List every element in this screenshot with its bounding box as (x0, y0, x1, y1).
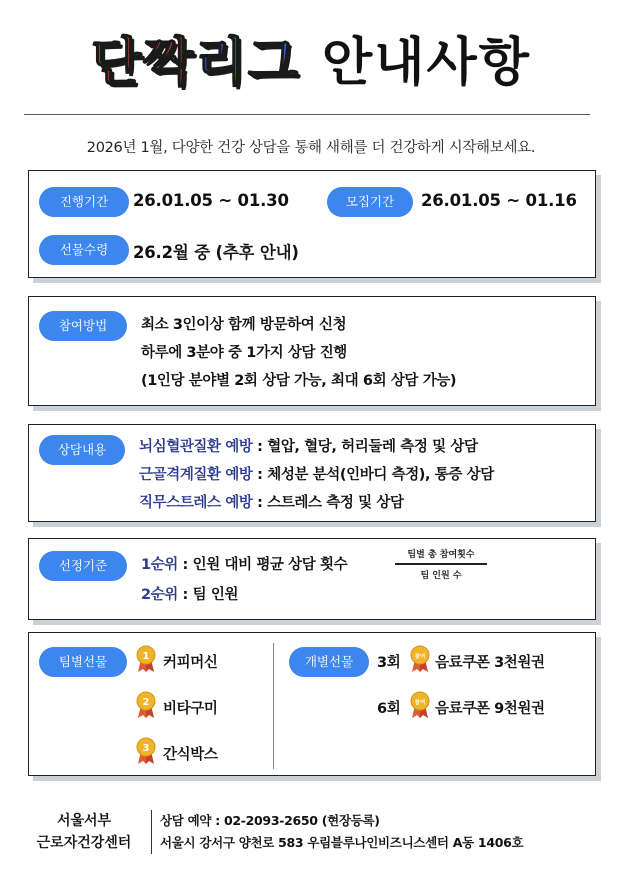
criteria-card (28, 538, 596, 620)
footer-contact (160, 810, 523, 854)
team-prize-item: 간식박스 (163, 747, 218, 763)
org-line: 근로자건강센터 (36, 835, 132, 851)
medal-2-icon (135, 691, 157, 719)
content-item (139, 463, 494, 484)
prize-divider (273, 643, 274, 769)
fraction-numerator: 팀별 총 참여횟수 (407, 550, 475, 560)
footer-org (22, 810, 146, 854)
org-line: 서울서부 (56, 813, 112, 829)
method-line: 최소 3인이상 함께 방문하여 신청 (141, 317, 347, 333)
second-text: : 팀 인원 (177, 587, 239, 603)
individual-prize-label: 개별선물 (289, 647, 369, 677)
content-detail: : 혈압, 혈당, 허리둘레 측정 및 상담 (252, 439, 478, 455)
period-label: 진행기간 (39, 187, 129, 217)
method-label: 참여방법 (39, 311, 127, 341)
footer-address: 서울시 강서구 양천로 583 우림블루나인비즈니스센터 A동 1406호 (160, 835, 524, 850)
content-detail: : 스트레스 측정 및 상담 (252, 495, 404, 511)
medal-rank: 2 (142, 697, 150, 708)
team-prize-item: 커피머신 (163, 655, 218, 671)
gift-value: 26.2월 중 (추후 안내) (133, 243, 299, 262)
schedule-card (28, 170, 596, 278)
content-label: 상담내용 (39, 435, 125, 465)
fraction-denominator: 팀 인원 수 (420, 570, 462, 581)
method-card (28, 296, 596, 406)
fraction-bar (395, 563, 487, 565)
individual-count: 6회 (377, 701, 401, 717)
period-value: 26.01.05 ~ 01.30 (133, 191, 289, 210)
method-line: 하루에 3분야 중 1가지 상담 진행 (141, 345, 347, 361)
team-prize-label: 팀별선물 (39, 647, 127, 677)
criteria-first (141, 553, 347, 574)
participation-medal-icon (409, 691, 431, 719)
medal-rank: 1 (142, 651, 150, 662)
footer-phone: 상담 예약 : 02-2093-2650 (현장등록) (160, 813, 380, 828)
recruit-label: 모집기간 (327, 187, 413, 217)
individual-prize-item: 음료쿠폰 3천원권 (435, 655, 545, 671)
footer-divider (151, 810, 152, 854)
recruit-value: 26.01.05 ~ 01.16 (421, 191, 577, 210)
first-rank: 1순위 (141, 557, 178, 573)
intro-text: 2026년 1월, 다양한 건강 상담을 통해 새해를 더 건강하게 시작해보세요. (86, 140, 536, 156)
title-part-blue: 리그 (195, 33, 300, 93)
gift-label: 선물수령 (39, 235, 129, 265)
content-category: 근골격계질환 예방 (139, 467, 253, 483)
content-item (139, 435, 478, 456)
participation-medal-icon (409, 645, 431, 673)
content-item (139, 491, 404, 512)
individual-count: 3회 (377, 655, 401, 671)
content-category: 뇌심혈관질환 예방 (139, 439, 253, 455)
criteria-second (141, 583, 238, 604)
title-part-black: 안내사항 (322, 33, 531, 93)
page-title (0, 28, 622, 98)
fraction (395, 547, 487, 581)
medal-badge: 참여 (414, 654, 426, 660)
medal-3-icon (135, 737, 157, 765)
content-detail: : 체성분 분석(인바디 측정), 통증 상담 (252, 467, 494, 483)
prizes-card (28, 632, 596, 776)
criteria-label: 선정기준 (39, 551, 127, 581)
content-card (28, 424, 596, 522)
first-text: : 인원 대비 평균 상담 횟수 (177, 557, 348, 573)
team-prize-item: 비타구미 (163, 701, 218, 717)
individual-prize-item: 음료쿠폰 9천원권 (435, 701, 545, 717)
title-part-red: 단짝 (91, 33, 196, 93)
method-line: (1인당 분야별 2회 상담 가능, 최대 6회 상담 가능) (141, 373, 457, 389)
medal-1-icon (135, 645, 157, 673)
medal-badge: 참여 (414, 700, 426, 706)
second-rank: 2순위 (141, 587, 178, 603)
content-category: 직무스트레스 예방 (139, 495, 253, 511)
medal-rank: 3 (142, 743, 150, 754)
title-divider (24, 114, 590, 115)
